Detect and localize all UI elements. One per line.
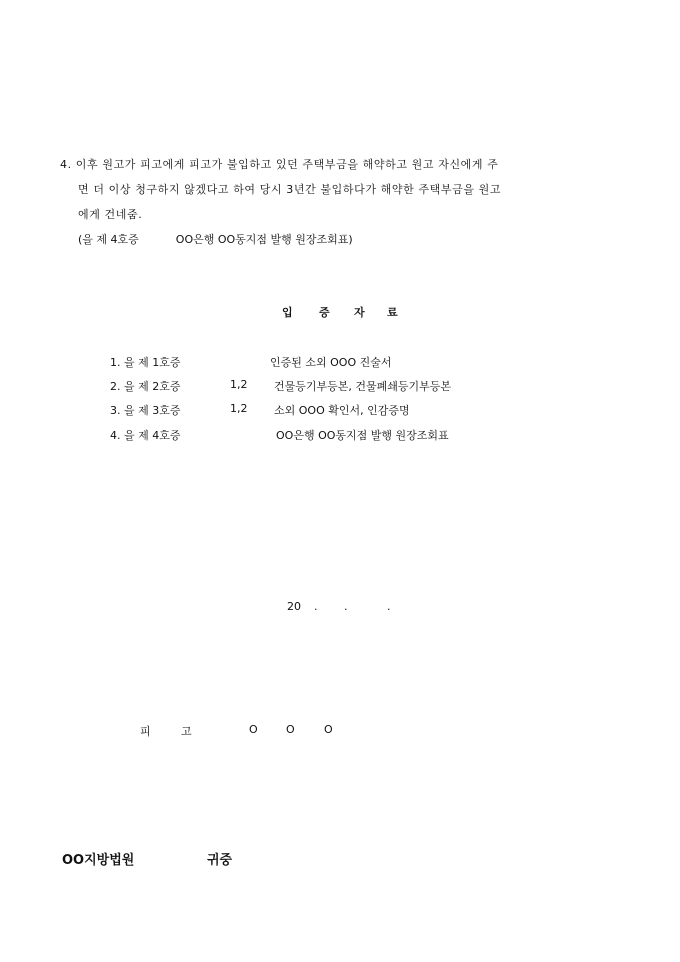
court-name: OO지방법원 <box>62 853 135 868</box>
heading-char-4: 료 <box>387 306 398 319</box>
signature-line <box>140 723 350 739</box>
date-separator: . <box>314 600 318 613</box>
signature-label: 피 <box>140 725 151 738</box>
evidence-number: 4. 을 제 4호증 <box>110 429 181 442</box>
date-separator: . <box>387 600 391 613</box>
date-separator: . <box>344 600 348 613</box>
heading-char-2: 증 <box>319 306 330 319</box>
date-year: 20 <box>287 600 301 613</box>
paragraph-line-3: 에게 건네줌. <box>78 208 143 221</box>
citation <box>78 231 353 247</box>
citation-description: OO은행 OO동지점 발행 원장조회표) <box>175 233 353 246</box>
signature-name: O <box>286 723 295 736</box>
evidence-description: 인증된 소외 OOO 진술서 <box>270 356 392 369</box>
date-line <box>287 600 407 616</box>
signature-name: O <box>249 723 258 736</box>
citation-exhibit: (을 제 4호증 <box>78 233 139 246</box>
evidence-number: 1. 을 제 1호증 <box>110 356 181 369</box>
heading-char-3: 자 <box>354 306 365 319</box>
signature-label: 고 <box>181 725 192 738</box>
evidence-description: 건물등기부등본, 건물폐쇄등기부등본 <box>274 380 452 393</box>
evidence-description: 소외 OOO 확인서, 인감증명 <box>274 404 410 417</box>
evidence-number: 3. 을 제 3호증 <box>110 404 181 417</box>
honorific: 귀중 <box>207 853 233 868</box>
evidence-number: 2. 을 제 2호증 <box>110 380 181 393</box>
evidence-sub: 1,2 <box>230 378 248 391</box>
paragraph-line-1: 4. 이후 원고가 피고에게 피고가 불입하고 있던 주택부금을 해약하고 원고 자신에게 주 <box>60 158 499 171</box>
signature-name: O <box>324 723 333 736</box>
paragraph-line-2: 면 더 이상 청구하지 않겠다고 하여 당시 3년간 불입하다가 해약한 주택부금을 원고 <box>78 183 502 196</box>
evidence-sub: 1,2 <box>230 402 248 415</box>
heading-char-1: 입 <box>282 306 293 319</box>
evidence-description: OO은행 OO동지점 발행 원장조회표 <box>276 429 449 442</box>
